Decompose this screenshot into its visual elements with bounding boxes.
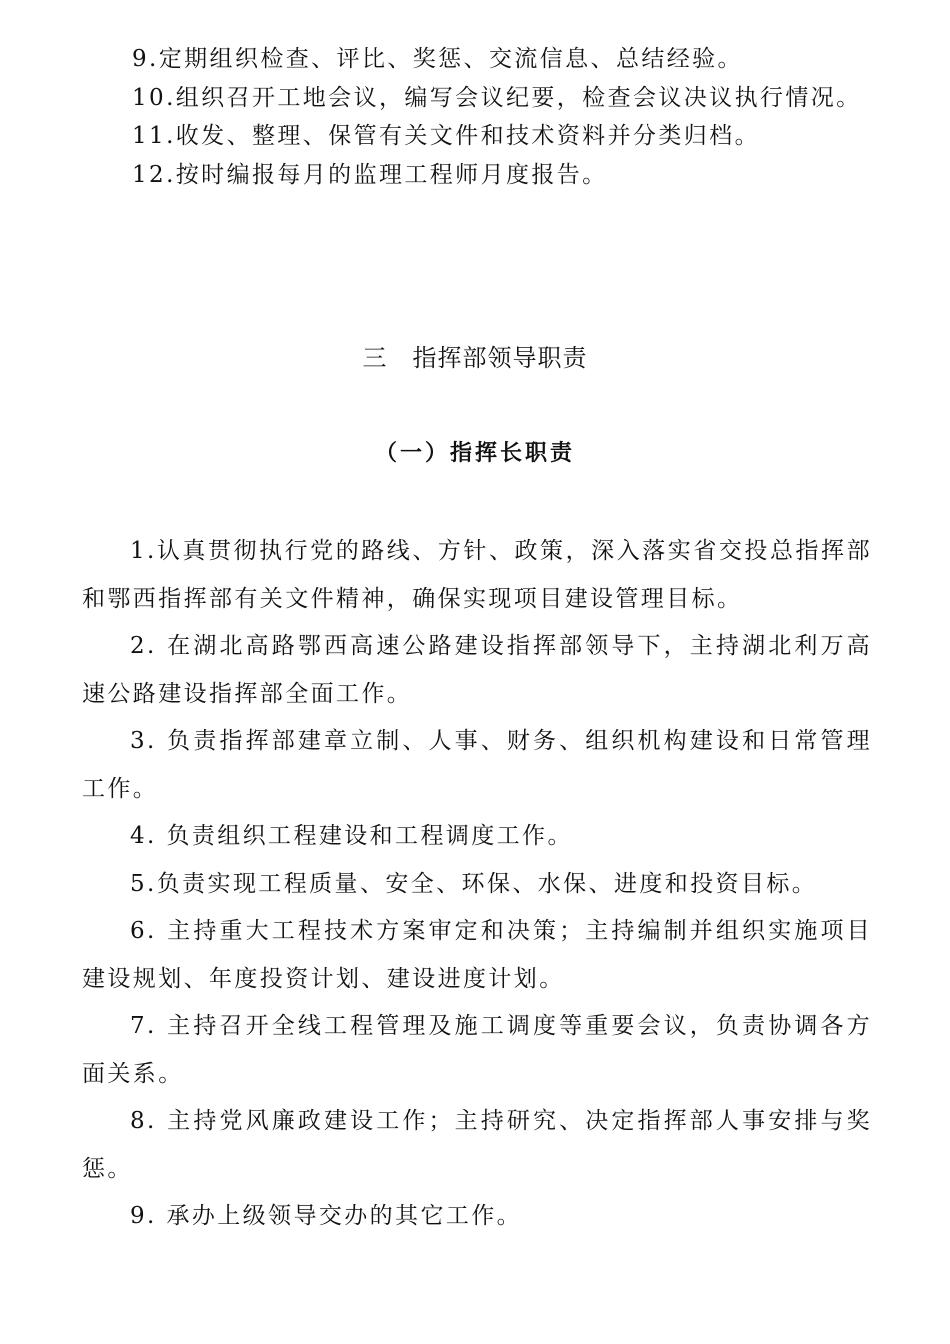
section-title: 三 指挥部领导职责 [362,344,588,372]
list-item: 9.定期组织检查、评比、奖惩、交流信息、总结经验。 [132,46,743,72]
list-item: 1.认真贯彻执行党的路线、方针、政策，深入落实省交投总指挥部和鄂西指挥部有关文件精神，确保实现项目建设管理目标。 [82,538,872,612]
list-item: 11.收发、整理、保管有关文件和技术资料并分类归档。 [132,123,760,149]
list-item: 12.按时编报每月的监理工程师月度报告。 [132,161,608,188]
continued-duty-list [132,40,892,194]
list-item: 10.组织召开工地会议，编写会议纪要，检查会议决议执行情况。 [132,84,862,111]
list-item: 6. 主持重大工程技术方案审定和决策；主持编制并组织实施项目建设规划、年度投资计划、建设进度计划。 [82,918,872,992]
list-item: 5.负责实现工程质量、安全、环保、水保、进度和投资目标。 [130,870,818,897]
list-item: 2. 在湖北高路鄂西高速公路建设指挥部领导下，主持湖北利万高速公路建设指挥部全面工作。 [82,633,872,707]
list-item: 9. 承办上级领导交办的其它工作。 [130,1203,523,1229]
list-item: 3. 负责指挥部建章立制、人事、财务、组织机构建设和日常管理工作。 [82,728,872,802]
subsection-title: （一）指挥长职责 [374,441,575,466]
list-item: 4. 负责组织工程建设和工程调度工作。 [130,823,573,849]
list-item: 8. 主持党风廉政建设工作；主持研究、决定指挥部人事安排与奖惩。 [82,1108,872,1182]
commander-duty-list [82,528,872,1241]
list-item: 7. 主持召开全线工程管理及施工调度等重要会议，负责协调各方面关系。 [82,1013,872,1087]
